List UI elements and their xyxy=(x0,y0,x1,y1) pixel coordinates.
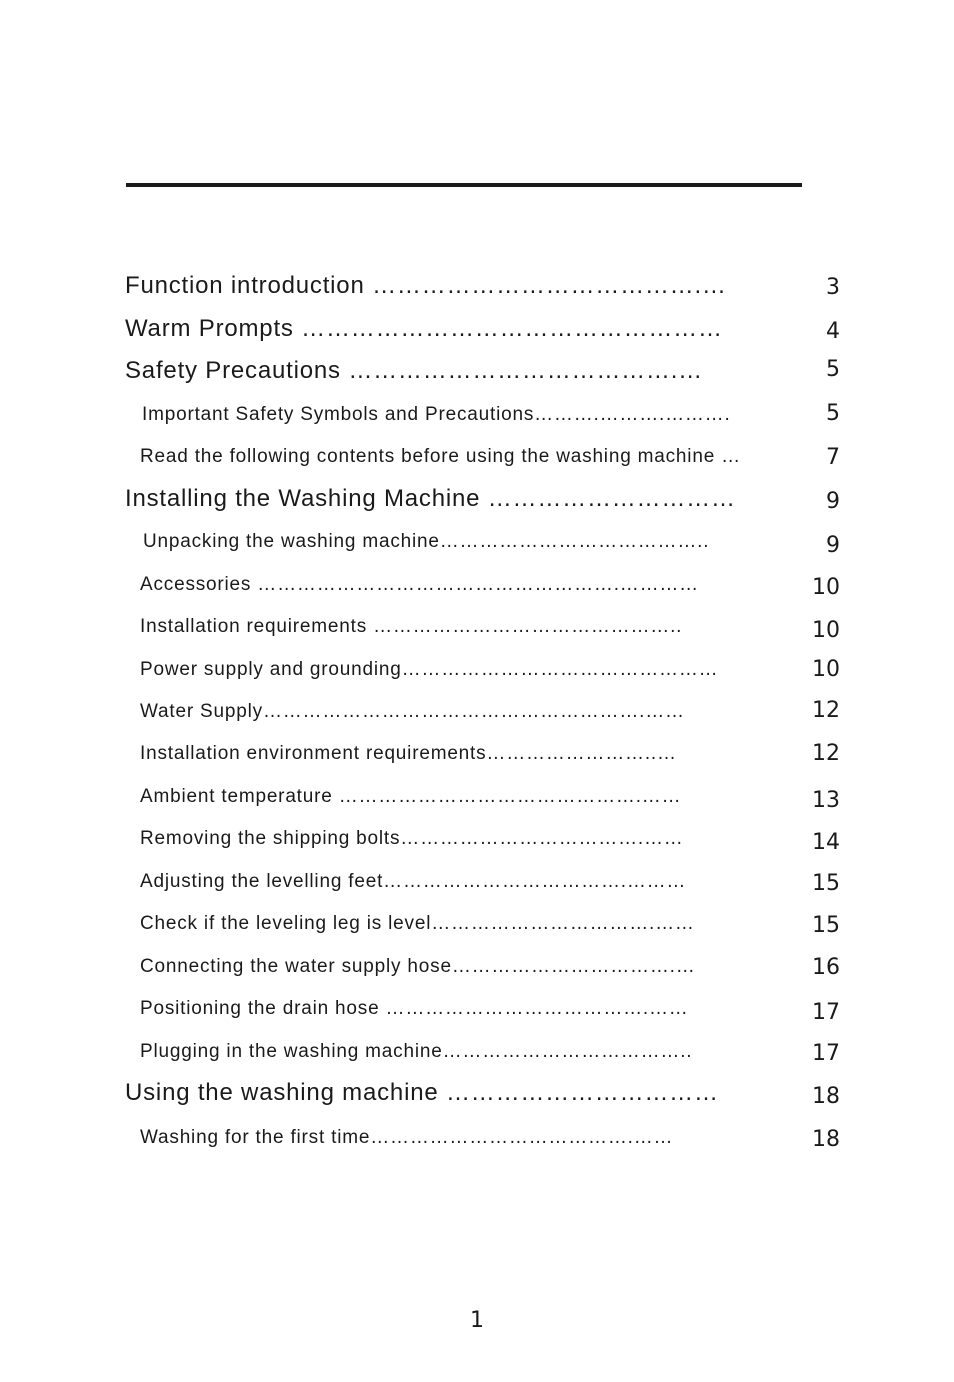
toc-entry-page: 10 xyxy=(812,575,840,600)
toc-entry-page: 15 xyxy=(812,913,840,938)
toc-entry-title: Using the washing machine …………………………… xyxy=(125,1079,719,1106)
toc-entry-page: 10 xyxy=(812,657,840,682)
toc-entry-title: Accessories ……………………………………………….………… xyxy=(140,574,699,595)
toc-entry-title: Positioning the drain hose ………………………………….…… xyxy=(140,998,689,1019)
toc-entry-title: Connecting the water supply hose…………………………….… xyxy=(140,956,696,977)
toc-entry-title: Warm Prompts …………………………………………… xyxy=(125,315,723,342)
toc-entry-title: Unpacking the washing machine………………………………….. xyxy=(143,531,710,552)
toc-entry-title: Read the following contents before using the washing machine … xyxy=(140,446,741,467)
toc-entry-title: Safety Precautions ………………………………….… xyxy=(125,357,703,384)
toc-entry-page: 14 xyxy=(812,830,840,855)
toc-entry-title: Ambient temperature ……………………………………….…… xyxy=(140,786,682,807)
toc-entry-page: 3 xyxy=(826,275,840,300)
toc-entry-page: 13 xyxy=(812,788,840,813)
toc-entry-title: Installing the Washing Machine ………………………… xyxy=(125,485,736,512)
toc-entry-page: 5 xyxy=(826,357,840,382)
toc-entry-title: Washing for the first time………………………………….…… xyxy=(140,1127,674,1148)
toc-entry-page: 18 xyxy=(812,1084,840,1109)
toc-entry-page: 9 xyxy=(826,489,840,514)
toc-entry-title: Check if the leveling leg is level…………………………….…… xyxy=(140,913,695,934)
page-number: 1 xyxy=(470,1308,484,1333)
toc-entry-page: 17 xyxy=(812,1000,840,1025)
toc-entry-page: 4 xyxy=(826,319,840,344)
toc-entry-page: 7 xyxy=(826,445,840,470)
toc-entry-title: Power supply and grounding………………………………………… xyxy=(140,659,719,680)
toc-entry-page: 9 xyxy=(826,533,840,558)
toc-entry-title: Installation requirements ……………………………………….. xyxy=(140,616,683,637)
toc-entry-page: 18 xyxy=(812,1127,840,1152)
toc-entry-title: Function introduction ………………………………….… xyxy=(125,272,727,299)
toc-entry-title: Removing the shipping bolts……………………………….…… xyxy=(140,828,684,849)
toc-entry-page: 16 xyxy=(812,955,840,980)
toc-entry-page: 12 xyxy=(812,698,840,723)
toc-entry-title: Adjusting the levelling feet……………………………….……… xyxy=(140,871,687,892)
toc-entry-page: 15 xyxy=(812,871,840,896)
toc-entry-title: Water Supply………………………………………………….…… xyxy=(140,701,685,722)
toc-entry-title: Plugging in the washing machine……………………………….. xyxy=(140,1041,693,1062)
toc-entry-page: 5 xyxy=(826,401,840,426)
toc-entry-page: 17 xyxy=(812,1041,840,1066)
toc-entry-title: Installation environment requirements……………………..… xyxy=(140,743,677,764)
toc-entry-title: Important Safety Symbols and Precautions……….……….………. xyxy=(142,404,731,425)
toc-entry-page: 12 xyxy=(812,741,840,766)
toc-entry-page: 10 xyxy=(812,618,840,643)
